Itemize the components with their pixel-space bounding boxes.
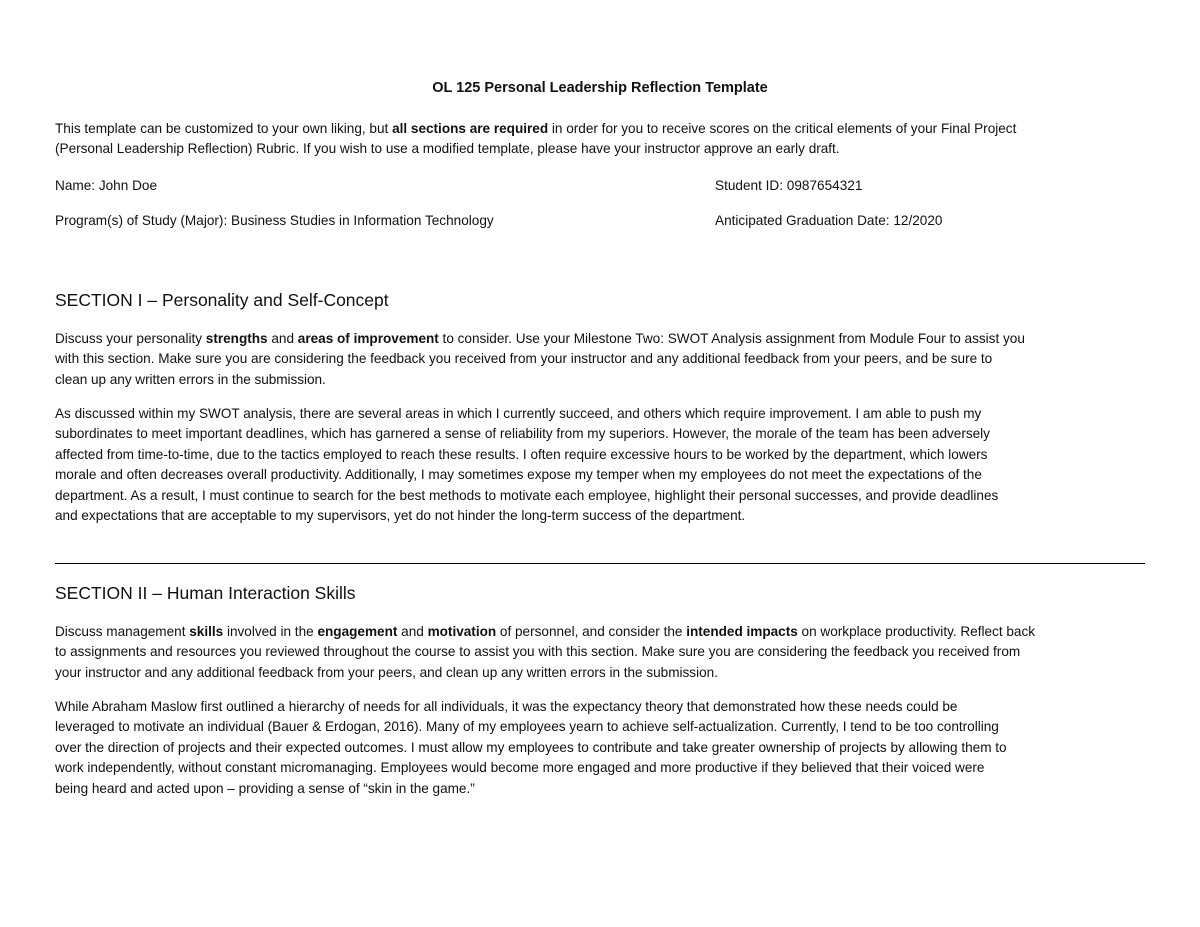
prompt-text: Discuss your personality <box>55 331 206 346</box>
section-2-response-line: over the direction of projects and their expected outcomes. I must allow my employees to contribute and take greater ownership of projects by allowing them to <box>55 739 1007 755</box>
prompt-emphasis: motivation <box>427 624 497 639</box>
prompt-text: Discuss management <box>55 624 190 639</box>
section-1-response-line: subordinates to meet important deadlines, which has garnered a sense of reliability from my superiors. However, the morale of the team has been adversely <box>55 426 990 442</box>
section-2-response-line: being heard and acted upon – providing a sense of “skin in the game.” <box>55 780 475 796</box>
section-1-heading: SECTION I – Personality and Self-Concept <box>55 290 389 310</box>
prompt-emphasis: engagement <box>317 624 398 639</box>
section-2-heading: SECTION II – Human Interaction Skills <box>55 583 356 603</box>
prompt-text: and <box>267 331 298 346</box>
section-divider <box>55 563 1145 564</box>
section-2-prompt-line-3: your instructor and any additional feedback from your peers, and clean up any written errors in the submission. <box>55 664 718 680</box>
intro-line-2: (Personal Leadership Reflection) Rubric. If you wish to use a modified template, please have your instructor approve an early draft. <box>55 141 840 157</box>
section-1-prompt-line-3: clean up any written errors in the submission. <box>55 371 326 387</box>
intro-paragraph <box>55 119 1147 160</box>
section-1-response <box>55 404 1147 526</box>
student-id: Student ID: 0987654321 <box>715 178 863 193</box>
section-2-prompt-line-1 <box>55 622 1147 642</box>
section-1-response-line: morale and often decreases overall productivity. Additionally, I may sometimes expose my temper when my employees do not meet the expectations of the <box>55 467 982 483</box>
section-1-response-line: department. As a result, I must continue to search for the best methods to motivate each employee, highlight their personal successes, and provide deadlines <box>55 487 999 503</box>
section-2-response-line: While Abraham Maslow first outlined a hierarchy of needs for all individuals, it was the expectancy theory that demonstrated how these needs could be <box>55 699 958 714</box>
intro-line-1 <box>55 119 1147 139</box>
section-2-response-line: work independently, without constant micromanaging. Employees would become more engaged and more productive if they believed that their voiced were <box>55 760 985 776</box>
prompt-text: and <box>397 624 428 639</box>
document-title: OL 125 Personal Leadership Reflection Template <box>432 80 768 96</box>
intro-text: This template can be customized to your own liking, but <box>55 121 393 136</box>
student-name: Name: John Doe <box>55 178 158 193</box>
section-2-response-line: leveraged to motivate an individual (Bauer & Erdogan, 2016). Many of my employees yearn to achieve self-actualization. Currently, I tend to be too controlling <box>55 719 999 735</box>
intro-emphasis: all sections are required <box>392 121 549 136</box>
section-1-response-line: and expectations that are acceptable to my supervisors, yet do not hinder the long-term success of the department. <box>55 508 746 524</box>
program-of-study: Program(s) of Study (Major): Business Studies in Information Technology <box>55 213 494 228</box>
section-1-prompt-line-1 <box>55 329 1147 349</box>
document-page <box>55 0 1145 927</box>
intro-text: in order for you to receive scores on the critical elements of your Final Project <box>548 121 1017 136</box>
prompt-text: to consider. Use your Milestone Two: SWOT Analysis assignment from Module Four to assist you <box>438 331 1025 346</box>
section-1-prompt <box>55 329 1147 390</box>
section-1-response-line: As discussed within my SWOT analysis, there are several areas in which I currently succeed, and others which require improvement. I am able to push my <box>55 406 982 421</box>
prompt-emphasis: strengths <box>205 331 268 346</box>
prompt-text: on workplace productivity. Reflect back <box>797 624 1036 639</box>
section-2-response <box>55 697 1147 799</box>
prompt-emphasis: skills <box>189 624 224 639</box>
prompt-emphasis: intended impacts <box>686 624 798 639</box>
section-1-response-line: affected from time-to-time, due to the tactics employed to reach these results. I often require excessive hours to be worked by the department, which lowers <box>55 446 988 462</box>
section-1-prompt-line-2: with this section. Make sure you are considering the feedback you received from your instructor and any additional feedback from your peers, and be sure to <box>55 351 993 367</box>
section-2-prompt-line-2: to assignments and resources you reviewed throughout the course to assist you with this section. Make sure you are considering the feedback you received from <box>55 644 1021 660</box>
anticipated-graduation-date: Anticipated Graduation Date: 12/2020 <box>715 213 943 228</box>
prompt-text: of personnel, and consider the <box>496 624 687 639</box>
prompt-text: involved in the <box>223 624 318 639</box>
prompt-emphasis: areas of improvement <box>297 331 439 346</box>
section-2-prompt <box>55 622 1147 683</box>
